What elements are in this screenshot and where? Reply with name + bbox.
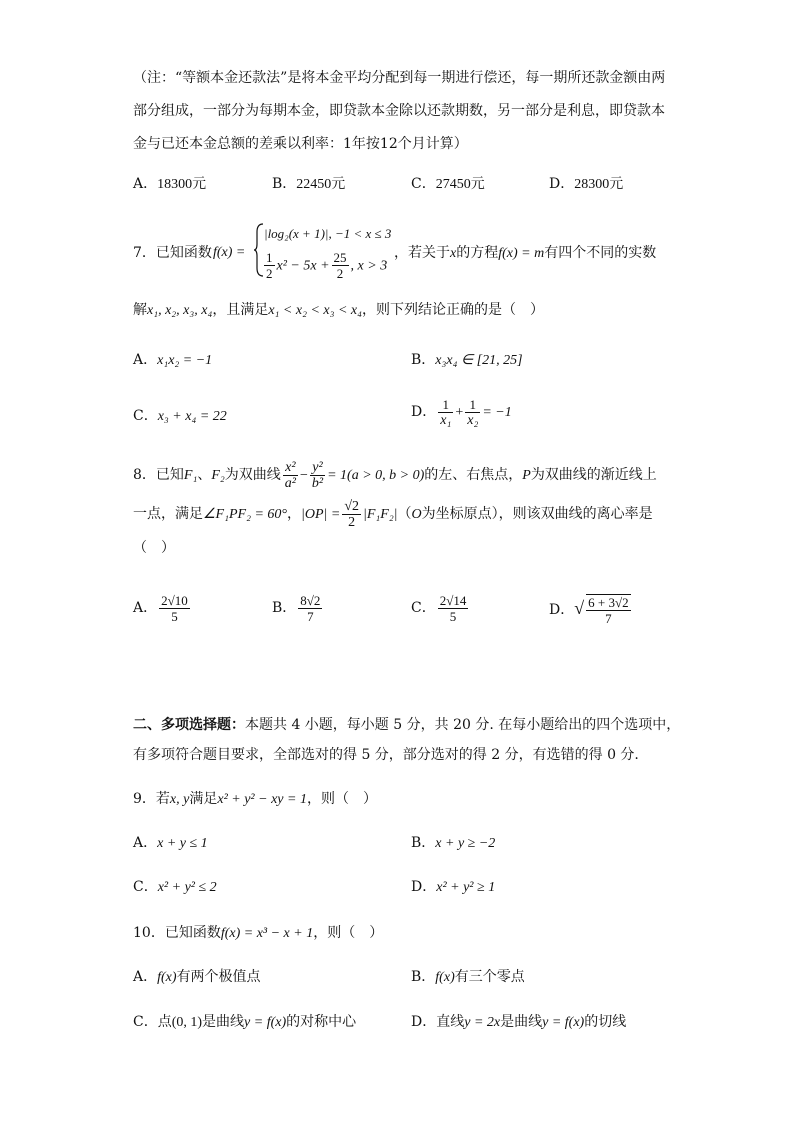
q7-line-2: 解x₁, x₂, x₃, x₄，且满足x₁ < x₂ < x₃ < x₄，则下列结论正确的是（ ）: [133, 302, 544, 318]
q10-option-a: A．f(x)有两个极值点: [133, 969, 261, 985]
q10-option-c: C．点(0, 1)是曲线y = f(x)的对称中心: [133, 1014, 357, 1030]
q7-prefix: 7．已知函数: [133, 245, 212, 261]
q8-option-b: B． $\frac{8√2}{7}$: [272, 592, 321, 624]
note-line-3: 金与已还本金总额的差乘以利率：1年按12个月计算）: [133, 136, 468, 152]
q7-condition: ，若关于x的方程f(x) = m有四个不同的实数: [394, 245, 657, 261]
q7-option-a: A．x₁x₂ = −1: [133, 352, 213, 368]
q6-option-c: C．27450元: [411, 176, 485, 192]
q6-option-a: A．18300元: [133, 176, 207, 192]
q8-line-2: 一点，满足∠F₁PF₂ = 60°，|OP| = $\frac{√2}{2}$ |F₁F₂|（O为坐标原点），则该双曲线的离心率是: [133, 498, 653, 530]
q8-line-1: 8．已知F₁、F₂为双曲线 $\frac{\text{x²}}{\text{a²}}$ − $\frac{\text{y²}}{\text{b²}}$ = 1(a > 0, b > 0)的左、右焦点，P为双曲线的渐近线上: [133, 459, 657, 491]
q8-option-d: D．√ $\frac{6 + 3√2}{7}$: [549, 595, 629, 626]
q9-option-c: C．x² + y² ≤ 2: [133, 879, 217, 895]
q8-line-3: （ ）: [133, 540, 175, 556]
note-line-1: （注：“等额本金还款法”是将本金平均分配到每一期进行偿还，每一期所还款金额由两: [133, 70, 666, 86]
q9-option-a: A．x + y ≤ 1: [133, 835, 208, 851]
q10-option-b: B．f(x)有三个零点: [411, 969, 525, 985]
q8-option-c: C． $\frac{2√14}{5}$: [411, 592, 467, 624]
section-2-heading: 二、多项选择题：本题共 4 小题，每小题 5 分，共 20 分. 在每小题给出的四个选项中，: [133, 717, 681, 733]
q9-option-b: B．x + y ≥ −2: [411, 835, 496, 851]
q7-option-c: C．x₃ + x₄ = 22: [133, 408, 227, 424]
q7-option-d: D． $\frac{1}{\text{x₁}}$ + $\frac{1}{\text{x₂}}$ = −1: [411, 396, 512, 428]
q6-option-b: B．22450元: [272, 176, 346, 192]
q7-piece-1: |log₂(x + 1)|, −1 < x ≤ 3: [264, 226, 392, 241]
q10-stem: 10．已知函数f(x) = x³ − x + 1，则（ ）: [133, 925, 384, 941]
note-line-2: 部分组成，一部分为每期本金，即贷款本金除以还款期数，另一部分是利息，即贷款本: [133, 103, 665, 119]
section-2-line-2: 有多项符合题目要求，全部选对的得 5 分，部分选对的得 2 分，有选错的得 0 分.: [133, 747, 639, 763]
q6-option-d: D．28300元: [549, 176, 624, 192]
q10-option-d: D．直线y = 2x是曲线y = f(x)的切线: [411, 1014, 627, 1030]
q7-option-b: B．x₃x₄ ∈ [21, 25]: [411, 352, 523, 368]
q7-piece-2: $\frac{1}{2}$ x² − 5x + $\frac{25}{2}$ , x > 3: [266, 250, 388, 281]
q7-fx: f(x) =: [213, 245, 246, 260]
q9-option-d: D．x² + y² ≥ 1: [411, 879, 496, 895]
q9-stem: 9．若x, y满足x² + y² − xy = 1，则（ ）: [133, 791, 377, 807]
q8-option-a: A． $\frac{2√10}{5}$: [133, 592, 188, 624]
